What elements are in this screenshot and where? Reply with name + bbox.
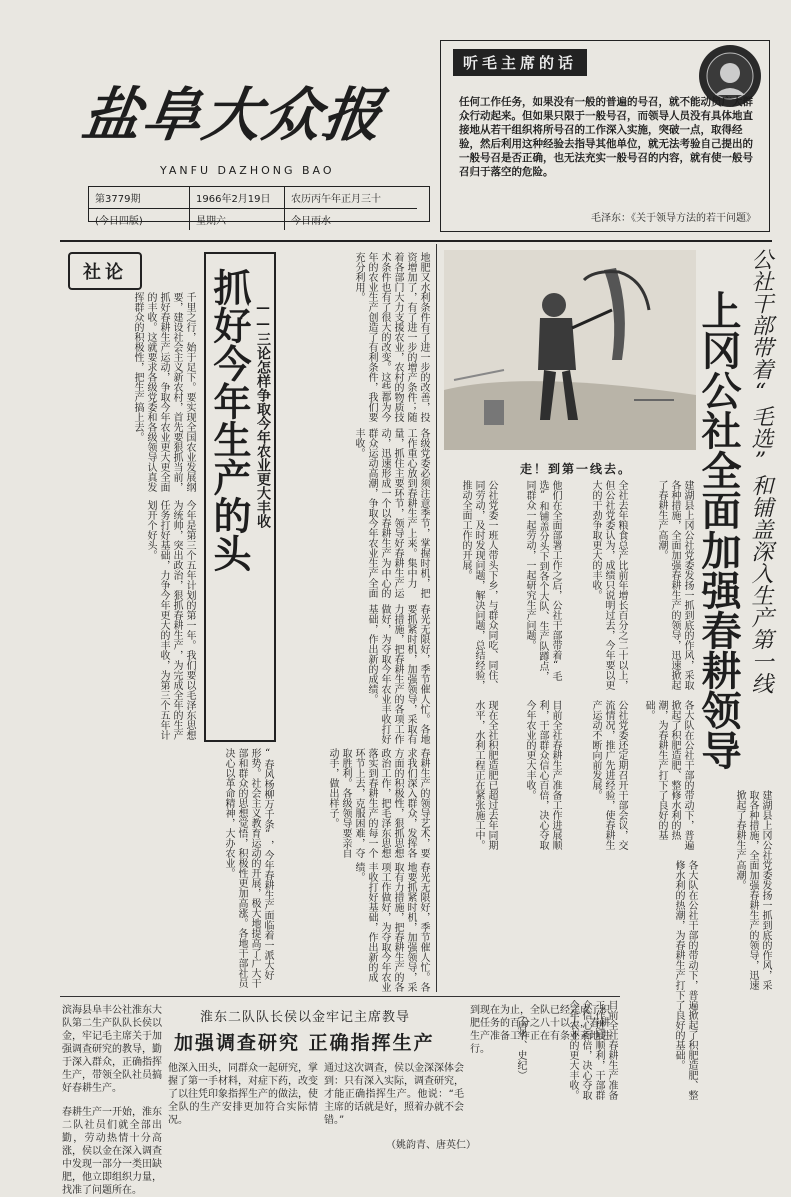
editorial-col-8: 春光无限好，季节催人忙。各地要抓紧时机，加强领导，采取有力措施，把春耕生产的各项工作做好，为夺取今年农业丰收打好基础，作出新的成绩。 [353,862,429,992]
feature-text-5: 各大队在公社干部的带动下，普遍掀起了积肥造肥、整修水利的热潮，为春耕生产打下了良好的基础。 [643,700,693,850]
issue-weekday: 星期六 [190,209,285,230]
editorial-label [68,252,142,290]
feature-text-9: 建湖县上冈公社党委发扬一抓到底的作风，采取各种措施，全面加强春耕生产的领导，迅速掀起了春耕生产高潮。 [734,790,771,990]
editorial-subtitle: ——三论怎样争取今年农业更大丰收 [255,300,271,528]
editorial-col-6: 春耕生产的领导艺术，要求我们深入群众，发挥各方面的积极性，狠抓思想政治工作，把毛泽东思想落实到春耕生产的每一个环节上去，克服困难，夺取胜利。各级领导要亲自动手，做出样子。 [327,748,429,858]
feature-text-4: 公社党委一班人带头下乡，与群众同吃、同住、同劳动，及时发现问题，解决问题，总结经验，推动全面工作的开展。 [460,480,497,690]
bottom-story-col-4: 到现在为止，全队已经完成了积肥任务的百分之八十以上，春耕生产准备工作正在有条不紊地进行。 [470,1005,610,1055]
feature-text-7: 目前全社春耕生产准备工作进展顺利，干部群众信心百倍，决心夺取今年农业的更大丰收。 [524,700,561,850]
issue-weather: 今日雨水 [291,216,331,227]
feature-subtitle: 公社干部带着“毛选”和铺盖深入生产第一线 [748,248,773,694]
quote-source: 毛泽东：《关于领导方法的若干问题》 [591,213,756,224]
bottom-story-col-2: 他深入田头，同群众一起研究，掌握了第一手材料，对症下药，改变了以往凭印象指挥生产的做法，使全队的生产安排更加符合实际情况。 [168,1063,318,1126]
feature-illustration [444,250,696,450]
feature-caption: 走！到第一线去。 [520,462,633,476]
bottom-story-lead: 滨海县阜丰公社淮东大队第二生产队队长侯以金，牢记毛主席关于加强调查研究的教导，勤于深入群众，正确指挥生产，带领全队社员搞好春耕生产。 [62,1005,162,1094]
editorial-col-3: “春风杨柳万千条”，今年春耕生产面临着一派大好形势。社会主义教育运动的开展，极大地提高了广大干部和群众的思想觉悟，积极性更加高涨。各地干部社员决心以革命精神，大办农业。 [223,748,273,988]
editorial-col-2: 今年是第三个五年计划的第一年。我们要以毛泽东思想为统帅，突出政治，狠抓春耕生产，为完成全年的生产任务打好基础，力争今年更大的丰收，为第三个五年计划开个好头。 [145,500,195,740]
masthead-title: 盐阜大众报 [78,81,388,149]
bottom-story-title: 加强调查研究 正确指挥生产 [174,1032,435,1054]
feature-text-1: 建湖县上冈公社党委发扬一抓到底的作风，采取各种措施，全面加强春耕生产的领导，迅速掀起了春耕生产高潮。 [656,480,693,690]
feature-credit: （唐华、史纪） [515,1010,526,1080]
bottom-story-col-3: 通过这次调查，侯以金深深体会到：只有深入实际，调查研究，才能正确指挥生产。他说：“毛主席的话就是好，照着办就不会错。” [324,1063,464,1126]
bottom-story-kicker: 淮东二队队长侯以金牢记主席教导 [200,1010,411,1025]
feature-text-8: 现在全社积肥造肥已超过去年同期水平，水利工程正在紧张施工中。 [473,700,497,850]
quote-box [440,40,770,232]
editorial-col-4: 地肥又水利条件有了进一步的改善，投资增加了，有了进一步的增产条件；随着各部门大力支援农业，农村的物质技术条件也有了很大的改变。这些都为今年的农业生产创造了有利条件，我们要充分利用。 [353,252,429,422]
bottom-story-col-1: 春耕生产一开始，淮东二队社员们就全部出勤，劳动热情十分高涨，侯以金在深入调查中发现一部分一类田缺肥，他立即组织力量，找准了问题所在。 [62,1107,162,1196]
issue-lunar-date: 农历丙午年正月三十 [285,187,417,209]
bottom-section-rule [60,996,620,997]
issue-info-box [88,186,430,227]
issue-pages: (今日四版) [89,209,190,230]
bottom-story-credit: （姚韵青、唐英仁） [386,1140,476,1151]
issue-date: 1966年2月19日 [190,187,285,209]
editorial-col-5: 各级党委必须注意季节，掌握时机，把工作重心放到春耕生产上来。集中力量，抓住主要环节，领导好春耕生产运动，迅速形成一个以春耕生产为中心的群众运动高潮，争取今年农业生产全面丰收。 [353,428,429,598]
feature-text-6: 公社党委还定期召开干部会议，交流情况，推广先进经验，使春耕生产运动不断向前发展。 [590,700,627,850]
feature-text-2: 全社去年粮食总产比前年增长百分之二十以上，但公社党委认为，成绩只说明过去，今年要以更大的干劲争取更大的丰收。 [590,480,627,690]
feature-text-11: 目前全社春耕生产准备工作进展顺利，干部群众信心百倍，决心夺取今年农业的更大丰收。 [567,1000,617,1100]
editorial-col-1: 千里之行，始于足下。要实现全国农业发展纲要，建设社会主义新农村，首先要狠抓当前，抓好春耕生产运动，争取今年农业更大更全面的丰收。这就要求各级党委和各级领导认真发挥群众的积极性，把生产搞上去。 [132,292,195,492]
quote-text: 任何工作任务，如果没有一般的普遍的号召，就不能动员广大群众行动起来。但如果只限于一般号召，而领导人员没有具体地直接地从若干组织将所号召的工作深入实施，突破一点，取得经验，然后利用这种经验去指导其他单位，就无法考验自己提出的一般号召是否正确，也无法充实一般号召的内容，就有使一般号召归于落空的危险。 [459,96,753,178]
feature-text-10: 各大队在公社干部的带动下，普遍掀起了积肥造肥、整修水利的热潮，为春耕生产打下了良好的基础。 [673,860,697,1100]
column-separator [436,244,437,992]
issue-number: 第3779期 [89,187,190,209]
masthead-rule [60,240,772,242]
quote-heading: 听毛主席的话 [453,49,587,76]
editorial-title: 抓好今年生产的头 [207,268,251,572]
editorial-col-7: 春光无限好，季节催人忙。各地要抓紧时机，加强领导，采取有力措施，把春耕生产的各项工作做好，为夺取今年农业丰收打好基础，作出新的成绩。 [366,604,429,744]
masthead-pinyin: YANFU DAZHONG BAO [160,164,335,177]
editorial-label-text: 社论 [83,262,127,283]
feature-title: 上冈公社全面加强春耕领导 [695,290,741,770]
feature-text-3: 他们在全面部署工作之后，公社干部带着“毛选”和铺盖分头下到各个大队、生产队蹲点，同群众一起劳动，一起研究生产问题。 [524,480,561,681]
